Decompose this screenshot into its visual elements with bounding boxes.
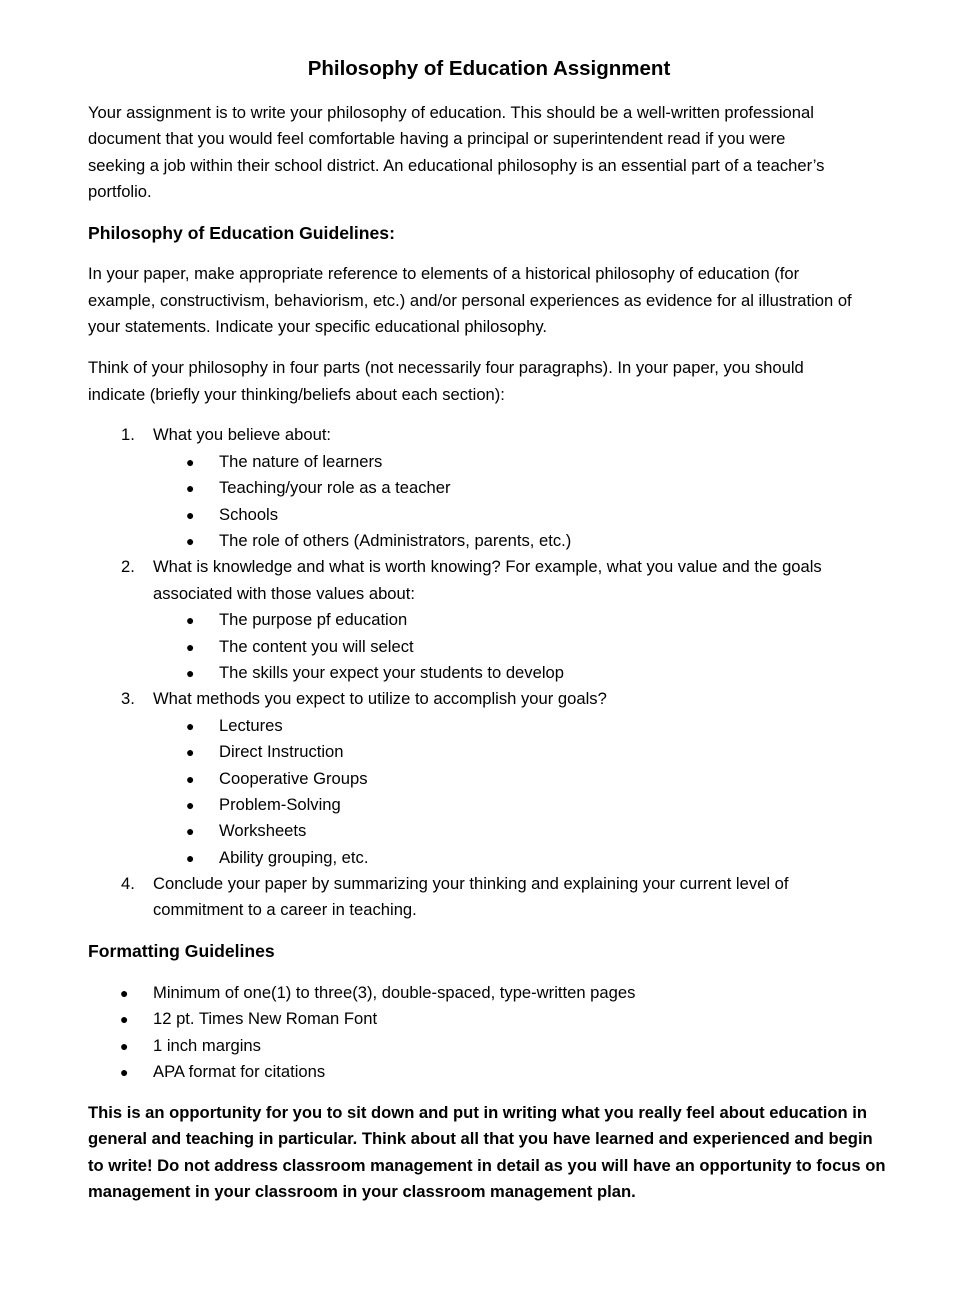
document-body [88, 100, 948, 1220]
bullet-icon: ● [186, 612, 195, 629]
text-line: document that you would feel comfortable having a principal or superintendent read if you were [88, 129, 786, 149]
list-item-text: Conclude your paper by summarizing your thinking and explaining your current level of [153, 874, 789, 894]
list-number: 2. [121, 557, 135, 577]
text-line: Your assignment is to write your philosophy of education. This should be a well-written professional [88, 103, 814, 122]
guidelines-heading: Philosophy of Education Guidelines: [88, 223, 395, 244]
list-number: 3. [121, 689, 135, 709]
bullet-text: The role of others (Administrators, parents, etc.) [219, 530, 572, 550]
bullet-item [88, 1006, 948, 1032]
bullet-item [88, 502, 948, 528]
bullet-item [88, 1059, 948, 1085]
bullet-text: Lectures [219, 715, 283, 735]
bullet-item [88, 713, 948, 739]
text-line: Think of your philosophy in four parts (not necessarily four paragraphs). In your paper, you should [88, 358, 804, 378]
bullet-text: 12 pt. Times New Roman Font [153, 1009, 378, 1029]
bullet-text: Schools [219, 504, 279, 524]
bullet-icon: ● [186, 506, 195, 523]
text-line: This is an opportunity for you to sit down and put in writing what you really feel about education in [88, 1102, 867, 1122]
bullet-text: Teaching/your role as a teacher [219, 478, 451, 498]
list-item [88, 422, 948, 448]
bullet-item [88, 475, 948, 501]
bullet-text: The skills your expect your students to develop [219, 662, 564, 682]
text-line: example, constructivism, behaviorism, etc.) and/or personal experiences as evidence for al illustration of [88, 290, 852, 310]
bullet-text: The content you will select [219, 636, 414, 656]
bullet-item [88, 818, 948, 844]
bullet-item [88, 739, 948, 765]
bullet-icon: ● [186, 796, 195, 813]
formatting-list [88, 980, 948, 1086]
bullet-icon: ● [186, 532, 195, 549]
intro-paragraph [88, 100, 948, 206]
bullet-icon: ● [186, 480, 195, 497]
bullet-text: Worksheets [219, 821, 307, 841]
list-item-continuation: associated with those values about: [153, 583, 415, 603]
bullet-text: 1 inch margins [153, 1035, 261, 1055]
bullet-item [88, 845, 948, 871]
bullet-icon: ● [186, 453, 195, 470]
list-item [88, 871, 948, 897]
bullet-item [88, 449, 948, 475]
bullet-icon: ● [186, 744, 195, 761]
text-line: In your paper, make appropriate reference to elements of a historical philosophy of education (for [88, 264, 800, 284]
bullet-icon: ● [120, 1063, 129, 1080]
text-line: to write! Do not address classroom management in detail as you will have an opportunity to focus on [88, 1155, 886, 1175]
text-line: seeking a job within their school district. An educational philosophy is an essential part of a teacher’s [88, 155, 825, 175]
text-line: your statements. Indicate your specific educational philosophy. [88, 317, 548, 337]
text-line: management in your classroom in your classroom management plan. [88, 1181, 636, 1201]
bullet-icon: ● [186, 664, 195, 681]
bullet-item [88, 1033, 948, 1059]
bullet-text: Cooperative Groups [219, 768, 368, 788]
bullet-text: Problem-Solving [219, 794, 341, 814]
bullet-icon: ● [186, 823, 195, 840]
parts-list [88, 422, 948, 923]
list-number: 1. [121, 425, 135, 445]
bullet-icon: ● [186, 638, 195, 655]
formatting-heading: Formatting Guidelines [88, 941, 275, 962]
text-line: portfolio. [88, 182, 152, 202]
bullet-item [88, 980, 948, 1006]
bullet-item [88, 660, 948, 686]
list-item-continuation: commitment to a career in teaching. [153, 900, 417, 920]
list-number: 4. [121, 874, 135, 894]
list-item-text: What you believe about: [153, 425, 332, 445]
bullet-text: The purpose pf education [219, 610, 408, 630]
list-item-text: What is knowledge and what is worth knowing? For example, what you value and the goals [153, 557, 822, 577]
bullet-icon: ● [186, 849, 195, 866]
bullet-icon: ● [120, 1037, 129, 1054]
bullet-text: Minimum of one(1) to three(3), double-spaced, type-written pages [153, 982, 636, 1002]
bullet-icon: ● [120, 984, 129, 1001]
bullet-text: Direct Instruction [219, 742, 344, 762]
list-item [88, 686, 948, 712]
bullet-icon: ● [186, 717, 195, 734]
bullet-icon: ● [186, 770, 195, 787]
text-line: indicate (briefly your thinking/beliefs about each section): [88, 384, 505, 404]
reference-paragraph [88, 261, 948, 340]
text-line: general and teaching in particular. Think about all that you have learned and experienced and begin [88, 1129, 873, 1149]
bullet-text: Ability grouping, etc. [219, 847, 369, 867]
bullet-item [88, 634, 948, 660]
closing-paragraph [88, 1100, 948, 1206]
bullet-item [88, 528, 948, 554]
bullet-icon: ● [120, 1011, 129, 1028]
page-title: Philosophy of Education Assignment [307, 57, 671, 80]
bullet-item [88, 766, 948, 792]
list-item [88, 554, 948, 580]
bullet-text: The nature of learners [219, 451, 383, 471]
bullet-item [88, 792, 948, 818]
four-parts-paragraph [88, 355, 948, 408]
list-item-text: What methods you expect to utilize to accomplish your goals? [153, 689, 607, 709]
bullet-text: APA format for citations [153, 1061, 326, 1081]
bullet-item [88, 607, 948, 633]
